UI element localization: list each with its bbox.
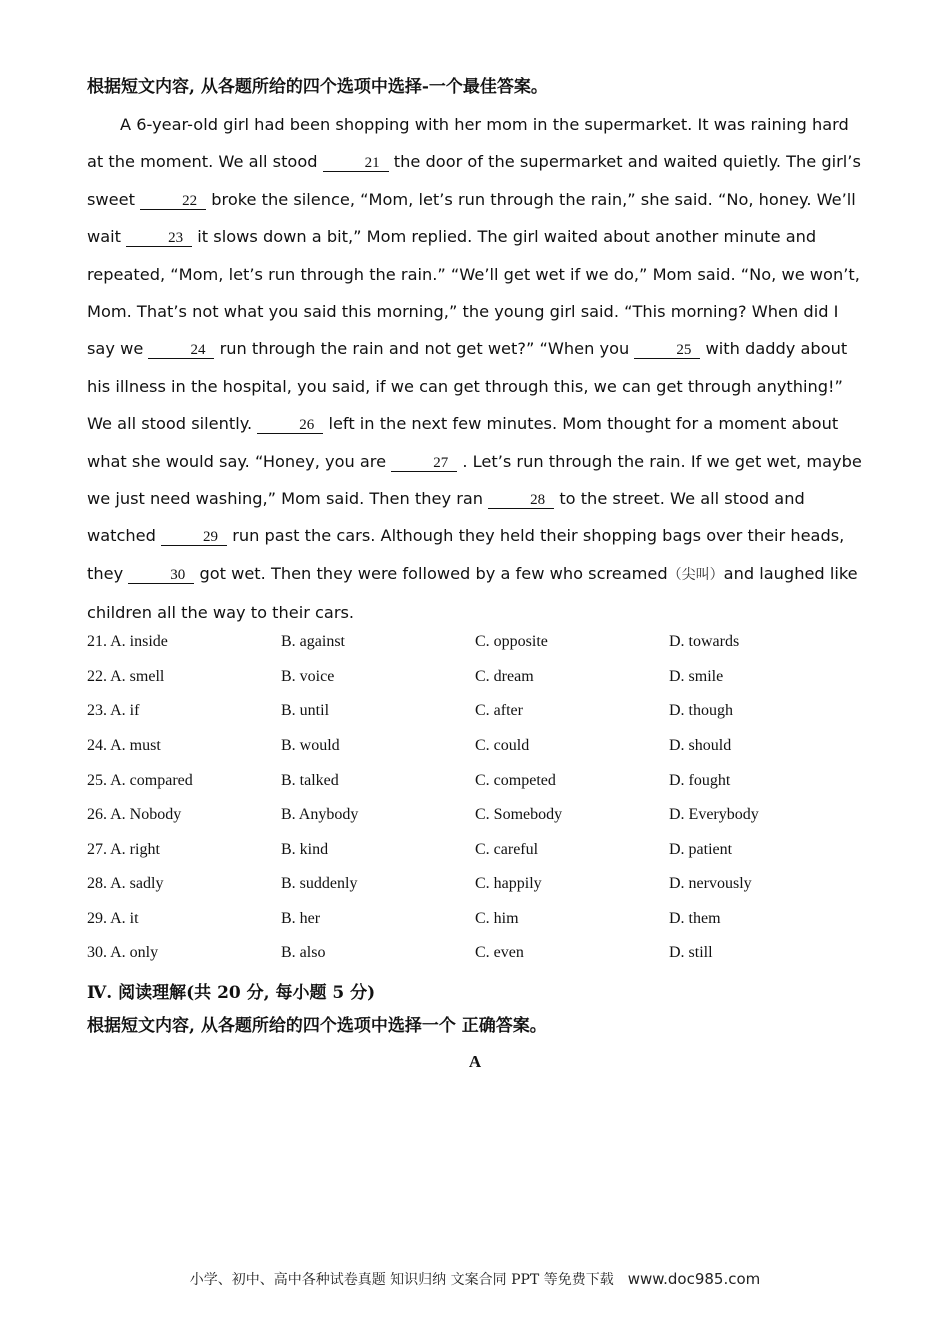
option-d: D. should — [669, 737, 732, 754]
passage-text: with daddy about his illness in the hospital, you said, if we can get through this, we can get through anything!” We all stood silently. — [87, 339, 848, 434]
passage-text: run past the cars. Although they held their shopping bags over their heads, they — [87, 526, 845, 583]
option-d: D. fought — [669, 772, 731, 789]
footer-url[interactable]: www.doc985.com — [627, 1270, 761, 1288]
option-a: 25. A. compared — [87, 772, 193, 789]
question-row-28 — [87, 875, 887, 899]
option-c: C. opposite — [475, 633, 548, 650]
option-d: D. nervously — [669, 875, 752, 892]
option-d: D. though — [669, 702, 733, 719]
option-c: C. even — [475, 944, 524, 961]
passage-text: to the street. We all stood and watched — [87, 489, 805, 546]
option-b: B. also — [281, 944, 326, 961]
option-d: D. still — [669, 944, 713, 961]
option-a: 23. A. if — [87, 702, 140, 719]
question-row-23 — [87, 702, 887, 726]
footer-text: 小学、初中、高中各种试卷真题 知识归纳 文案合同 PPT 等免费下载 — [189, 1272, 614, 1288]
passage-text: left in the next few minutes. Mom thought for a moment about what she would say. “Honey, you are — [87, 414, 839, 471]
passage-text: broke the silence, “Mom, let’s run through the rain,” she said. “No, honey. We’ll wait — [87, 189, 856, 247]
translation-note: （尖叫） — [667, 566, 724, 583]
option-b: B. against — [281, 633, 345, 650]
option-b: B. Anybody — [281, 806, 359, 823]
blank-29: 29 — [161, 529, 227, 546]
passage-text: it slows down a bit,” Mom replied. The girl waited about another minute and repeated, “Mom, let’s run through the rain.” “We’ll get wet if we do,” Mom said. “No, we won’t, Mom. That’s not what you said this morning,” the young girl said. “This morning? When did I say we — [87, 227, 860, 359]
question-row-30 — [87, 944, 887, 968]
option-d: D. towards — [669, 633, 740, 650]
question-row-21 — [87, 633, 887, 657]
option-c: C. Somebody — [475, 806, 563, 823]
option-a: 29. A. it — [87, 910, 139, 927]
section-title-reading: Ⅳ. 阅读理解(共 20 分, 每小题 5 分) — [87, 983, 376, 1003]
option-b: B. until — [281, 702, 330, 719]
option-a: 24. A. must — [87, 737, 161, 754]
instruction-cloze: 根据短文内容, 从各题所给的四个选项中选择-一个最佳答案。 — [87, 77, 548, 97]
passage-text: got wet. Then they were followed by a few who screamed — [194, 563, 668, 583]
passage-text: . Let’s run through the rain. If we get wet, maybe we just need washing,” Mom said. Then they ran — [87, 451, 862, 509]
passage-text: and laughed like children all the way to their cars. — [87, 563, 858, 623]
option-d: D. smile — [669, 668, 724, 685]
option-a: 30. A. only — [87, 944, 159, 961]
blank-25: 25 — [634, 342, 700, 359]
passage-paragraph — [87, 106, 862, 632]
blank-24: 24 — [148, 342, 214, 359]
blank-30: 30 — [128, 567, 194, 584]
option-c: C. dream — [475, 668, 534, 685]
option-b: B. suddenly — [281, 875, 358, 892]
blank-27: 27 — [391, 455, 457, 472]
option-d: D. Everybody — [669, 806, 759, 823]
footer — [0, 1269, 950, 1289]
question-row-25 — [87, 772, 887, 796]
option-b: B. kind — [281, 841, 329, 858]
passage-text: run through the rain and not get wet?” “When you — [214, 339, 635, 359]
instruction-reading: 根据短文内容, 从各题所给的四个选项中选择一个 正确答案。 — [87, 1016, 547, 1036]
question-row-29 — [87, 910, 887, 934]
cloze-passage — [87, 106, 862, 632]
option-d: D. them — [669, 910, 721, 927]
question-row-26 — [87, 806, 887, 830]
blank-23: 23 — [126, 230, 192, 247]
blank-22: 22 — [140, 193, 206, 210]
passage-text: the door of the supermarket and waited quietly. The girl’s sweet — [87, 152, 861, 209]
option-c: C. could — [475, 737, 530, 754]
option-a: 26. A. Nobody — [87, 806, 182, 823]
question-row-24 — [87, 737, 887, 761]
blank-28: 28 — [488, 492, 554, 509]
option-a: 27. A. right — [87, 841, 160, 858]
option-c: C. him — [475, 910, 519, 927]
option-c: C. competed — [475, 772, 556, 789]
option-b: B. would — [281, 737, 340, 754]
option-a: 22. A. smell — [87, 668, 165, 685]
option-b: B. voice — [281, 668, 335, 685]
question-row-22 — [87, 668, 887, 692]
option-b: B. her — [281, 910, 321, 927]
question-row-27 — [87, 841, 887, 865]
option-c: C. happily — [475, 875, 542, 892]
blank-21: 21 — [323, 155, 389, 172]
option-d: D. patient — [669, 841, 733, 858]
passage-label: A — [468, 1052, 482, 1071]
option-c: C. after — [475, 702, 523, 719]
option-b: B. talked — [281, 772, 339, 789]
option-a: 21. A. inside — [87, 633, 168, 650]
blank-26: 26 — [257, 417, 323, 434]
option-a: 28. A. sadly — [87, 875, 164, 892]
option-c: C. careful — [475, 841, 539, 858]
passage-text: A 6-year-old girl had been shopping with her mom in the supermarket. It was raining hard at the moment. We all stood — [87, 115, 849, 172]
